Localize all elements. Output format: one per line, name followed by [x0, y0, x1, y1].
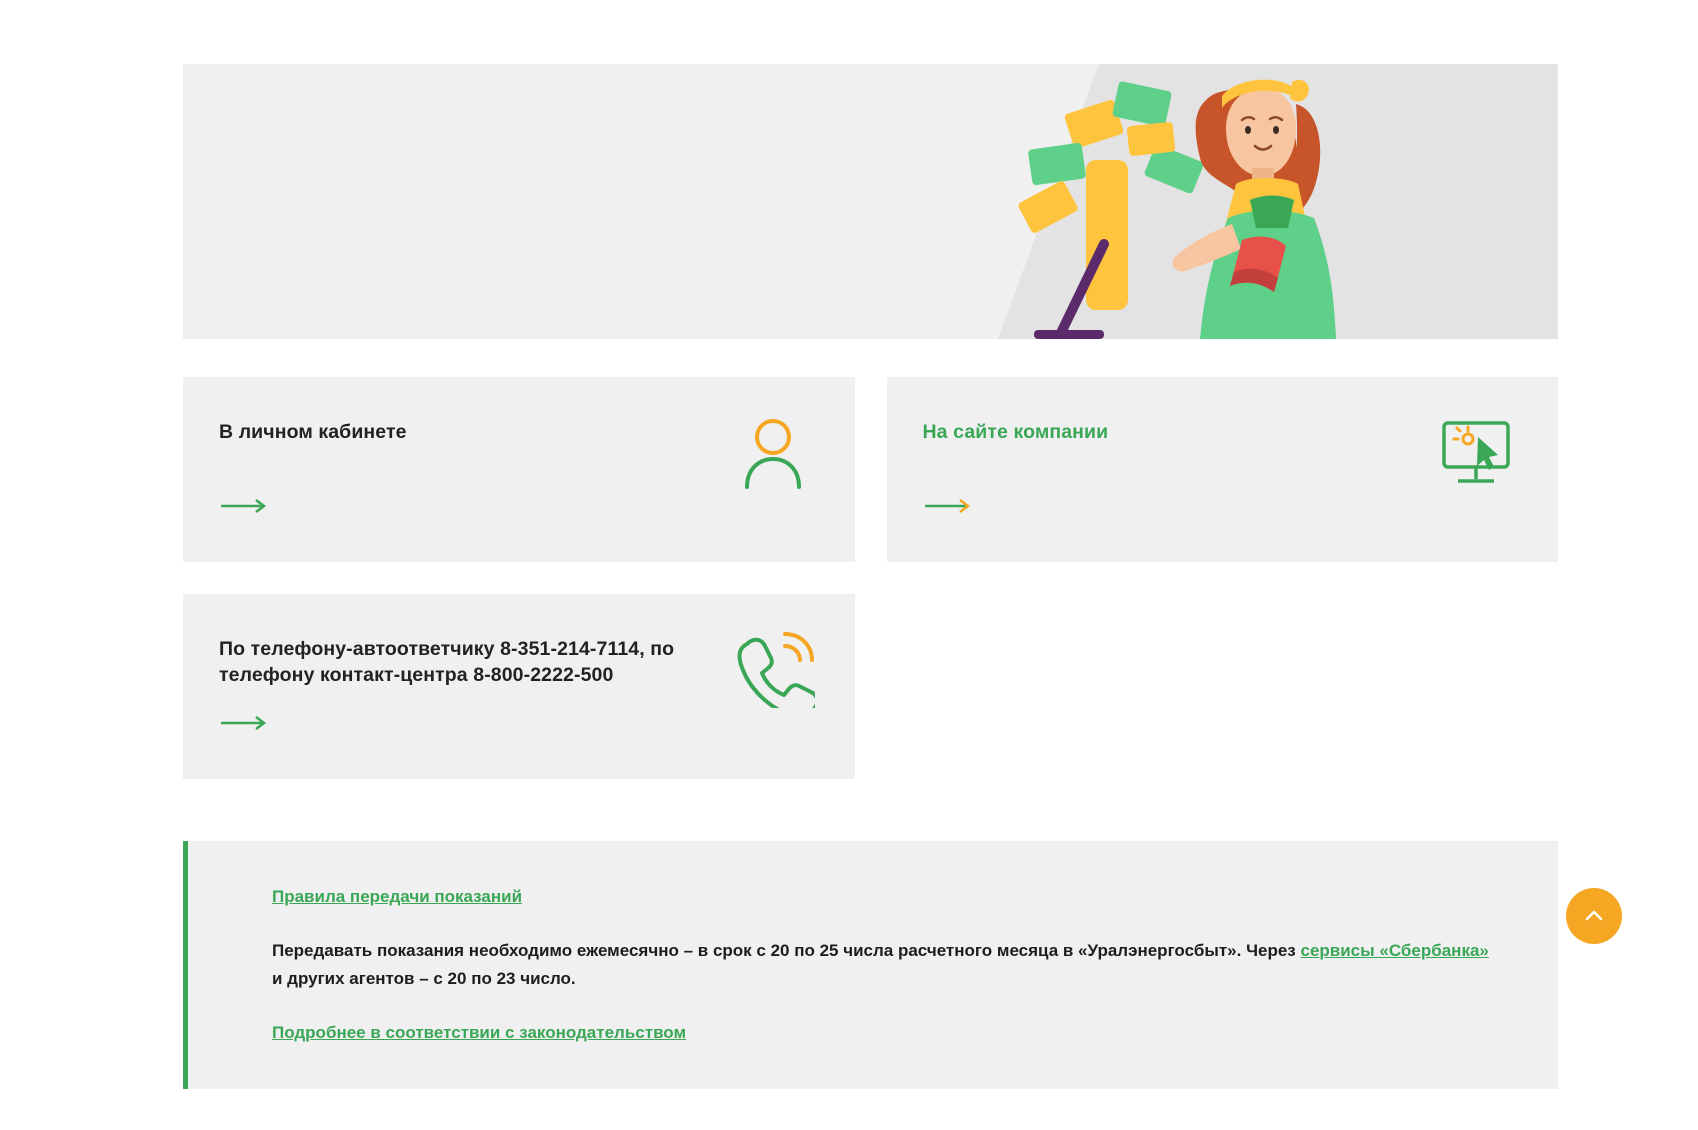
arrow-right-icon[interactable] — [219, 715, 271, 731]
notice-text-part1: Передавать показания необходимо ежемесячно – в срок с 20 по 25 числа расчетного месяца в «Уралэнергосбыт». Через — [272, 941, 1301, 960]
notice-block — [183, 841, 1558, 1089]
scroll-to-top-button[interactable] — [1566, 888, 1622, 944]
card-personal-account[interactable] — [183, 377, 855, 562]
methods-cards-row — [183, 377, 1558, 562]
main-content — [183, 64, 1558, 1089]
phone-ringing-icon — [731, 632, 815, 708]
hero-banner — [183, 64, 1558, 339]
legislation-details-link[interactable]: Подробнее в соответствии с законодательством — [272, 1023, 687, 1043]
arrow-right-icon[interactable] — [219, 498, 271, 514]
card-title: В личном кабинете — [219, 421, 407, 443]
rules-link[interactable]: Правила передачи показаний — [272, 887, 523, 906]
phone-card-row — [183, 594, 1558, 779]
notice-text-part2: и других агентов – с 20 по 23 число. — [272, 969, 576, 989]
chevron-up-icon — [1582, 904, 1606, 928]
page-container — [20, 8, 1678, 1122]
monitor-cursor-icon — [1434, 415, 1518, 491]
card-phone[interactable] — [183, 594, 855, 779]
user-account-icon — [731, 415, 815, 491]
card-title: По телефону-автоответчику 8-351-214-7114, по телефону контакт-центра 8-800-2222-500 — [219, 638, 675, 687]
card-company-website[interactable] — [887, 377, 1559, 562]
card-title: На сайте компании — [922, 421, 1109, 443]
arrow-right-icon[interactable] — [923, 498, 975, 514]
woman-with-monitor-and-money-illustration — [1000, 64, 1520, 339]
sberbank-services-link[interactable]: сервисы «Сбербанка» — [1300, 941, 1489, 960]
notice-paragraph — [272, 937, 1498, 993]
